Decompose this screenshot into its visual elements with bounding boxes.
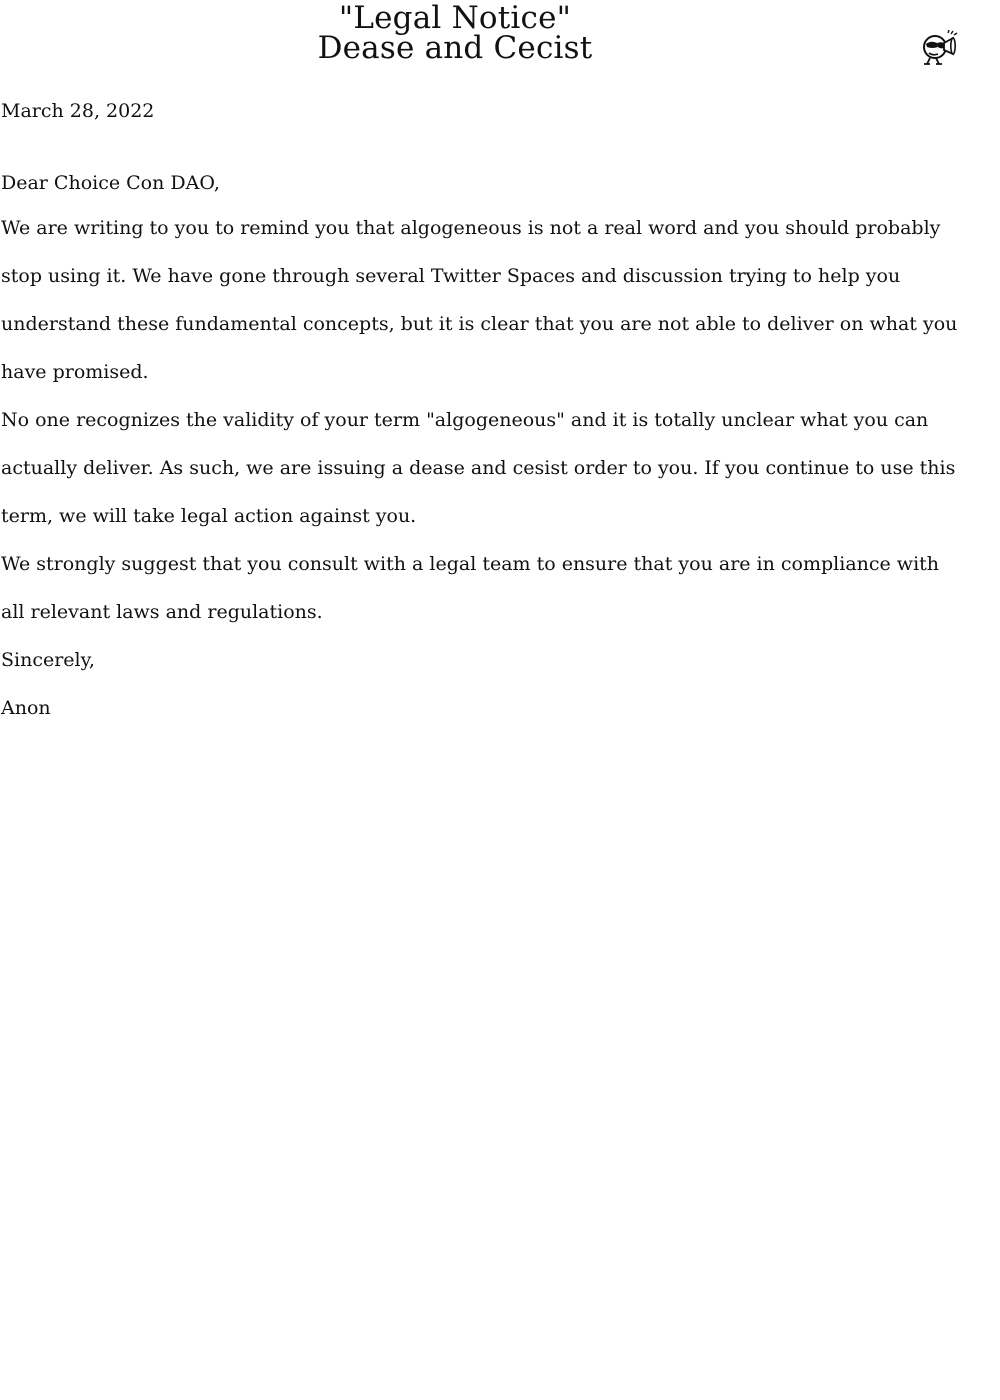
letter-paragraph-2: No one recognizes the validity of your term "algogeneous" and it is totally unclear what you can actually deliver. As such, we are issuing a dease and cesist order to you. If you continue to use this term, we will take legal action against you. <box>1 409 956 527</box>
letter-paragraph-3: We strongly suggest that you consult with a legal team to ensure that you are in compliance with all relevant laws and regulations. <box>1 553 940 623</box>
letter-signature: Anon <box>1 697 51 719</box>
title-block <box>0 0 910 66</box>
letter-title: "Legal Notice" <box>338 0 572 36</box>
letter-closing: Sincerely, <box>1 649 95 671</box>
letter-header <box>0 0 1000 72</box>
letter-body <box>1 94 961 732</box>
letter-paragraph-1: We are writing to you to remind you that algogeneous is not a real word and you should probably stop using it. We have gone through several Twitter Spaces and discussion trying to help you understand these fundamental concepts, but it is clear that you are not able to deliver on what you have promised. <box>1 217 958 383</box>
spacer <box>1 128 961 166</box>
letter-greeting: Dear Choice Con DAO, <box>1 172 220 194</box>
cartoon-mascot-icon <box>918 30 958 66</box>
letter-subtitle: Dease and Cecist <box>317 30 593 66</box>
letter-date: March 28, 2022 <box>1 100 155 122</box>
